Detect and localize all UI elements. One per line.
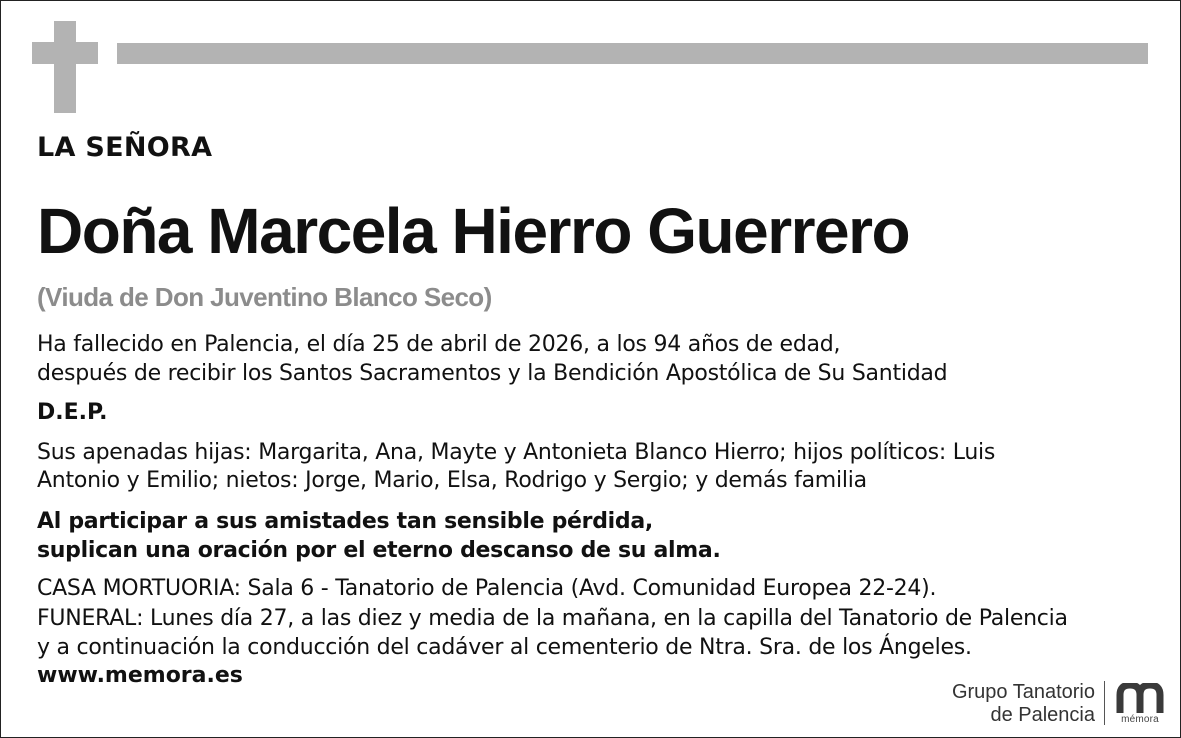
service-line-1: CASA MORTUORIA: Sala 6 - Tanatorio de Palencia (Avd. Comunidad Europea 22-24). (37, 576, 937, 601)
cross-icon-horizontal-bar (32, 42, 98, 64)
widow-subtitle: (Viuda de Don Juventino Blanco Seco) (37, 282, 492, 312)
website-link[interactable]: www.memora.es (37, 663, 243, 688)
service-line-2: FUNERAL: Lunes día 27, a las diez y media de la mañana, en la capilla del Tanatorio de Palencia (37, 606, 1068, 631)
cross-icon-vertical-bar (54, 21, 76, 113)
funeral-home-name (952, 681, 1095, 727)
death-line-1: Ha fallecido en Palencia, el día 25 de abril de 2026, a los 94 años de edad, (37, 332, 841, 357)
logo-divider (1104, 681, 1105, 725)
funeral-home-line-2: de Palencia (990, 704, 1095, 726)
plea-line-2: suplican una oración por el eterno descanso de su alma. (37, 538, 721, 563)
service-line-3: y a continuación la conducción del cadáver al cementerio de Ntra. Sra. de los Ángeles. (37, 635, 972, 660)
memora-logo-icon (1116, 683, 1164, 713)
rip-text: D.E.P. (37, 400, 108, 425)
family-line-2: Antonio y Emilio; nietos: Jorge, Mario, Elsa, Rodrigo y Sergio; y demás familia (37, 468, 867, 493)
funeral-home-line-1: Grupo Tanatorio (951, 681, 1095, 703)
death-line-2: después de recibir los Santos Sacramentos y la Bendición Apostólica de Su Santidad (37, 361, 948, 386)
notice-intro: LA SEÑORA (37, 132, 213, 163)
deceased-name: Doña Marcela Hierro Guerrero (37, 195, 910, 267)
header-rule (117, 43, 1148, 64)
plea-line-1: Al participar a sus amistades tan sensible pérdida, (37, 509, 653, 534)
memora-brand-text: mémora (1121, 714, 1159, 725)
family-line-1: Sus apenadas hijas: Margarita, Ana, Mayte y Antonieta Blanco Hierro; hijos políticos: Luis (37, 440, 996, 465)
